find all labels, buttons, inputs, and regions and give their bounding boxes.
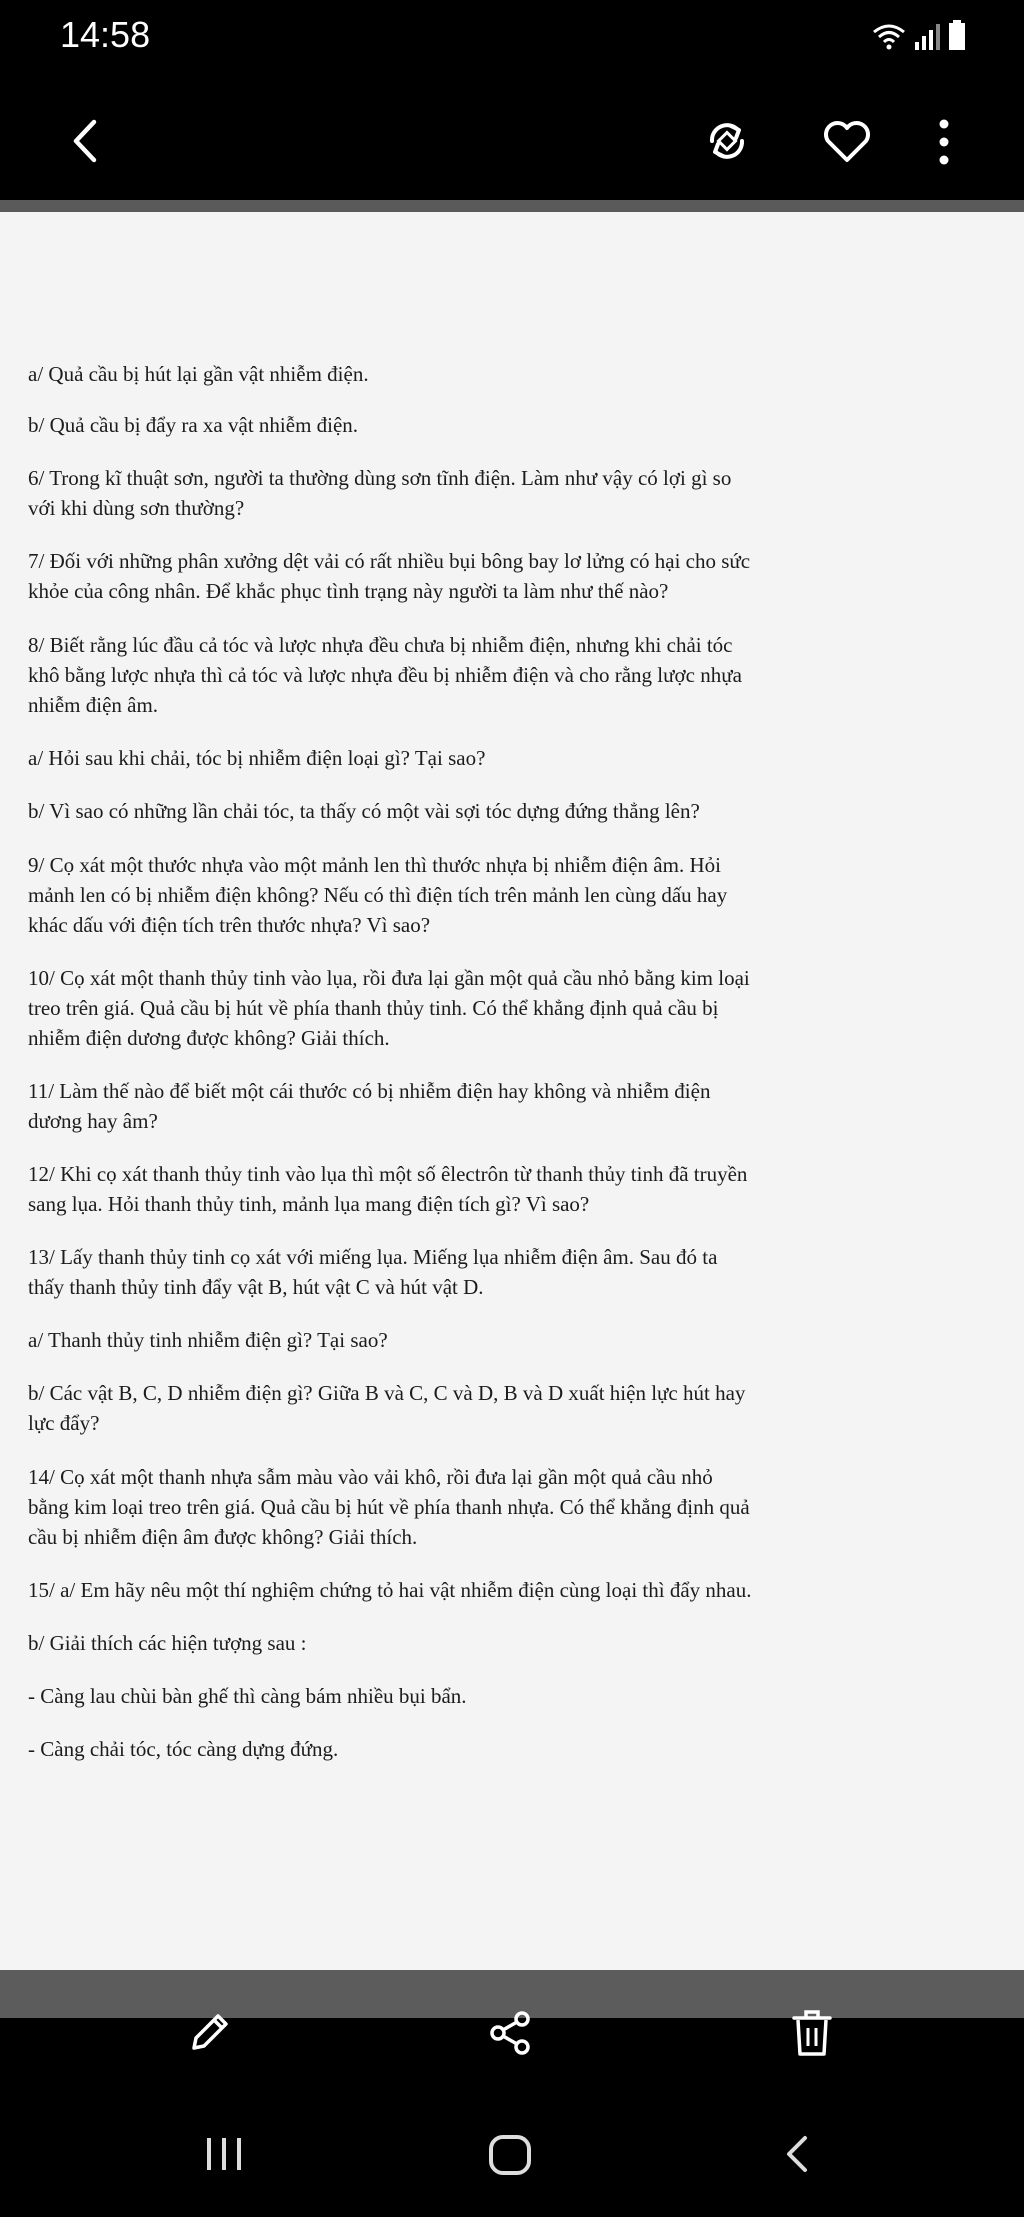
share-icon[interactable] — [488, 2010, 534, 2056]
signal-icon — [914, 22, 940, 50]
doc-line: 9/ Cọ xát một thước nhựa vào một mảnh len thì thước nhựa bị nhiễm điện âm. Hỏi — [28, 853, 721, 877]
bottom-action-bar — [0, 1968, 1024, 2088]
doc-line: 13/ Lấy thanh thủy tinh cọ xát với miếng lụa. Miếng lụa nhiễm điện âm. Sau đó ta — [28, 1245, 718, 1269]
recents-icon[interactable] — [204, 2136, 244, 2172]
doc-line: 8/ Biết rằng lúc đầu cả tóc và lược nhựa đều chưa bị nhiễm điện, nhưng khi chải tóc — [28, 633, 733, 657]
doc-line: b/ Quả cầu bị đẩy ra xa vật nhiễm điện. — [28, 413, 359, 437]
doc-line: dương hay âm? — [28, 1109, 158, 1133]
status-bar — [0, 0, 1024, 78]
top-toolbar — [0, 78, 1024, 208]
doc-line: - Càng chải tóc, tóc càng dựng đứng. — [28, 1737, 339, 1761]
doc-line: - Càng lau chùi bàn ghế thì càng bám nhiều bụi bẩn. — [28, 1684, 467, 1708]
doc-line: bằng kim loại treo trên giá. Quả cầu bị hút về phía thanh nhựa. Có thể khẳng định quả — [28, 1495, 750, 1519]
doc-line: b/ Vì sao có những lần chải tóc, ta thấy có một vài sợi tóc dựng đứng thẳng lên? — [28, 799, 700, 823]
doc-line: 7/ Đối với những phân xưởng dệt vải có rất nhiều bụi bông bay lơ lửng có hại cho sức — [28, 549, 751, 573]
doc-line: 6/ Trong kĩ thuật sơn, người ta thường dùng sơn tĩnh điện. Làm như vậy có lợi gì so — [28, 466, 732, 490]
heart-icon[interactable] — [822, 120, 872, 164]
status-time: 14:58 — [60, 14, 151, 55]
doc-line: 14/ Cọ xát một thanh nhựa sẫm màu vào vải khô, rồi đưa lại gần một quả cầu nhỏ — [28, 1465, 713, 1489]
document-image — [0, 212, 1024, 1970]
doc-line: cầu bị nhiễm điện âm được không? Giải thích. — [28, 1525, 418, 1549]
doc-line: 10/ Cọ xát một thanh thủy tinh vào lụa, rồi đưa lại gần một quả cầu nhỏ bằng kim loại — [28, 966, 750, 990]
home-icon[interactable] — [488, 2134, 532, 2176]
rotate-icon[interactable] — [702, 116, 752, 166]
wifi-icon — [872, 22, 906, 50]
battery-icon — [948, 20, 966, 50]
nav-back-icon[interactable] — [784, 2134, 810, 2174]
doc-line: 15/ a/ Em hãy nêu một thí nghiệm chứng tỏ hai vật nhiễm điện cùng loại thì đẩy nhau. — [28, 1578, 752, 1602]
status-icons — [872, 20, 966, 50]
doc-line: a/ Thanh thủy tinh nhiễm điện gì? Tại sao? — [28, 1328, 388, 1352]
doc-line: với khi dùng sơn thường? — [28, 496, 245, 520]
doc-line: a/ Hỏi sau khi chải, tóc bị nhiễm điện loại gì? Tại sao? — [28, 746, 486, 770]
doc-line: a/ Quả cầu bị hút lại gần vật nhiễm điện. — [28, 362, 369, 386]
doc-line: lực đẩy? — [28, 1411, 100, 1435]
doc-line: thấy thanh thủy tinh đẩy vật B, hút vật C và hút vật D. — [28, 1275, 484, 1299]
doc-line: 12/ Khi cọ xát thanh thủy tinh vào lụa thì một số êlectrôn từ thanh thủy tinh đã truyền — [28, 1162, 748, 1186]
doc-line: nhiễm điện dương được không? Giải thích. — [28, 1026, 390, 1050]
back-arrow-icon[interactable] — [70, 118, 100, 164]
doc-line: 11/ Làm thế nào để biết một cái thước có bị nhiễm điện hay không và nhiễm điện — [28, 1079, 711, 1103]
doc-line: nhiễm điện âm. — [28, 693, 159, 717]
doc-line: khỏe của công nhân. Để khắc phục tình trạng này người ta làm như thế nào? — [28, 579, 669, 603]
doc-line: khô bằng lược nhựa thì cả tóc và lược nhựa đều bị nhiễm điện và cho rằng lược nhựa — [28, 663, 742, 687]
navigation-bar — [0, 2088, 1024, 2217]
trash-icon[interactable] — [790, 2008, 834, 2058]
more-vertical-icon[interactable] — [936, 118, 952, 166]
doc-line: b/ Giải thích các hiện tượng sau : — [28, 1631, 307, 1655]
toolbar-divider — [0, 200, 1024, 212]
doc-line: mảnh len có bị nhiễm điện không? Nếu có thì điện tích trên mảnh len cùng dấu hay — [28, 883, 728, 907]
doc-line: b/ Các vật B, C, D nhiễm điện gì? Giữa B và C, C và D, B và D xuất hiện lực hút hay — [28, 1381, 746, 1405]
pencil-icon[interactable] — [188, 2010, 232, 2054]
doc-line: treo trên giá. Quả cầu bị hút về phía thanh thủy tinh. Có thể khẳng định quả cầu bị — [28, 996, 719, 1020]
doc-line: sang lụa. Hỏi thanh thủy tinh, mảnh lụa mang điện tích gì? Vì sao? — [28, 1192, 590, 1216]
doc-line: khác dấu với điện tích trên thước nhựa? Vì sao? — [28, 913, 431, 937]
